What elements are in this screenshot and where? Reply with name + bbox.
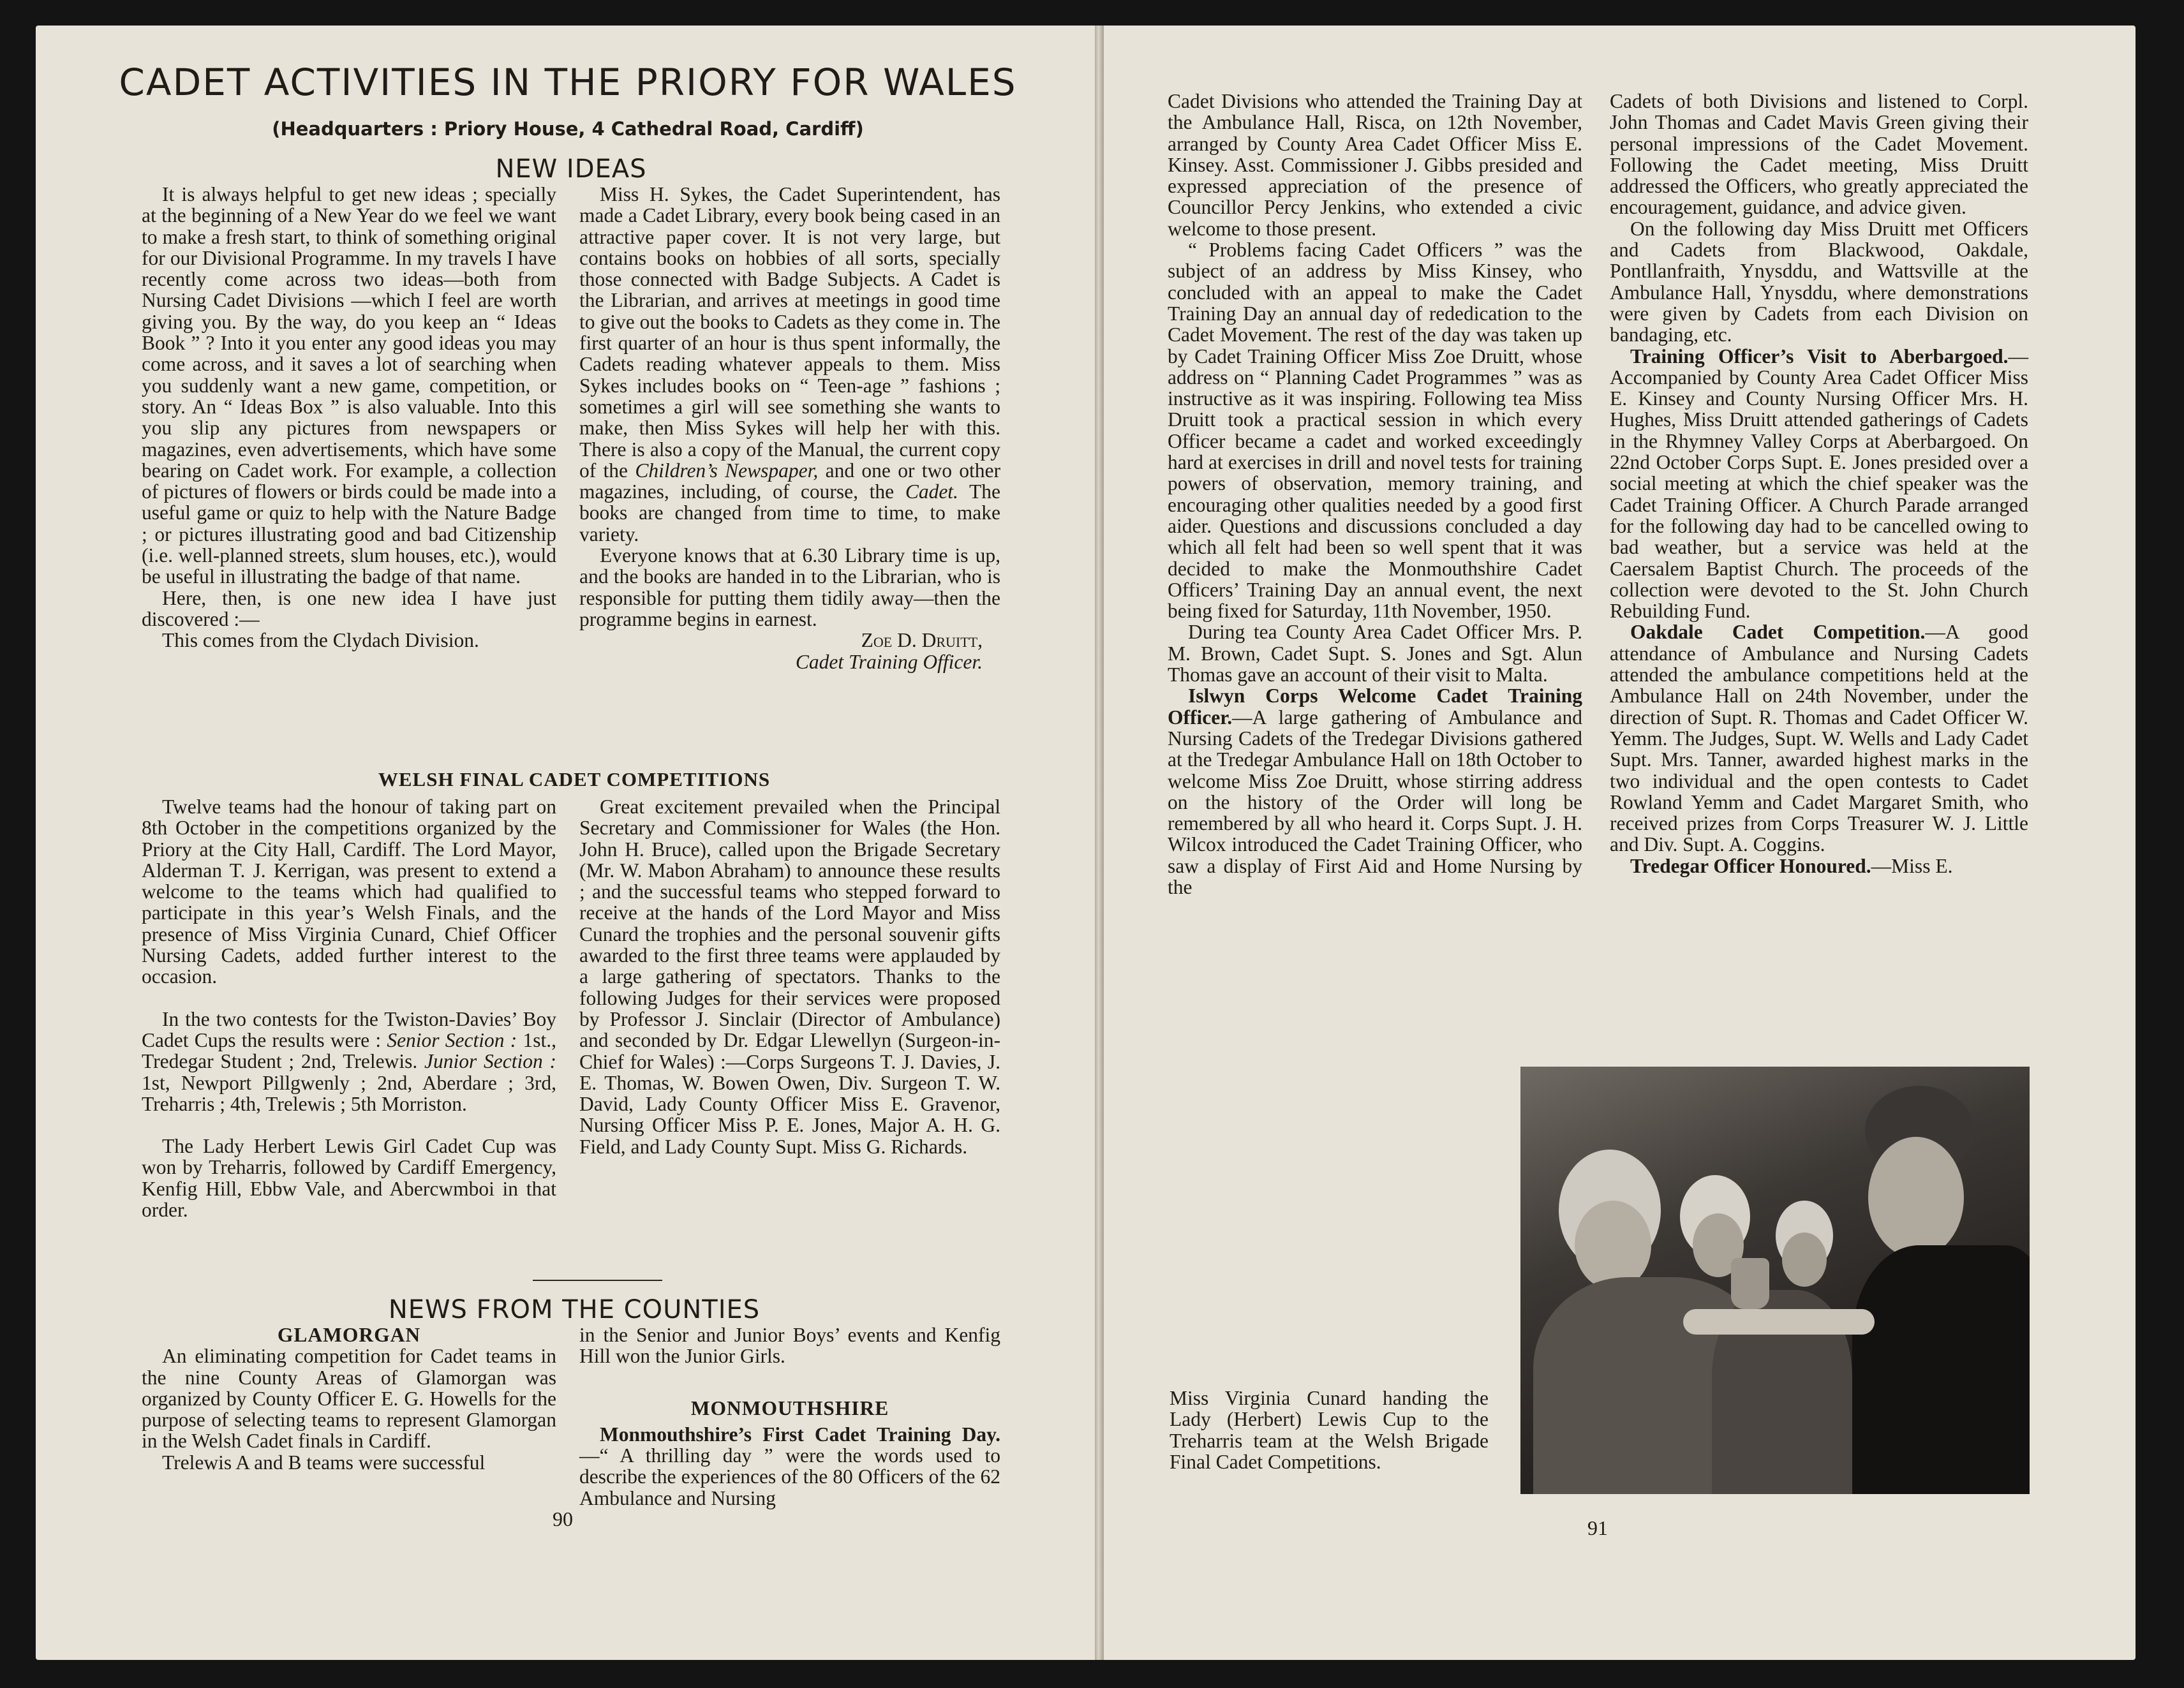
page-title: CADET ACTIVITIES IN THE PRIORY FOR WALES (119, 61, 1017, 104)
glamorgan-heading: GLAMORGAN (277, 1324, 421, 1346)
page-gutter (1095, 26, 1104, 1660)
library-paragraph: Everyone knows that at 6.30 Library time is up, and the books are handed in to the Librarian, who is responsible for putting them tidily away—then the programme begins in earnest. (579, 544, 1000, 630)
new-ideas-paragraph: It is always helpful to get new ideas ; specially at the beginning of a New Year do we feel we want to make a fresh start, to think of something original for our Divisional Programme. In my travels I have recently come across two ideas—both from Nursing Cadet Divisions —which I feel are worth giving you. By the way, do you keep an “ Ideas Book ” ? Into it you enter any good ideas you may come across, and it saves a lot of searching when you suddenly want a new game, competition, or story. An “ Ideas Box ” is also valuable. Into this you slip any pictures from newspapers or magazines, even advertisements, which have some bearing on Cadet work. For example, a collection of pictures of flowers or birds could be made into a useful game or quiz to help with the Nature Badge ; or pictures illustrating good and bad Citizenship (i.e. well-planned streets, slum houses, etc.), would be useful in illustrating the badge of that name. (142, 183, 556, 588)
monmouthshire-paragraph: Monmouthshire’s First Cadet Training Day.—“ A thrilling day ” were the words used to describe the experiences of the 80 Officers of the 62 Ambulance and Nursing (579, 1423, 1000, 1509)
counties-heading: NEWS FROM THE COUNTIES (388, 1295, 761, 1324)
page-number-left: 90 (553, 1507, 573, 1530)
right-column-2 (1610, 91, 2028, 877)
officer-uniform-shape (1852, 1245, 2030, 1494)
welsh-final-paragraph: Great excitement prevailed when the Principal Secretary and Commissioner for Wales (the Hon. John H. Bruce), called upon the Brigade Secretary (Mr. W. Mabon Abraham) to announce these results ; and the successful teams who stepped forward to receive at the hands of the Lord Mayor and Miss Cunard the trophies and the personal souvenir gifts awarded to the first three teams were applauded by a large gathering of spectators. Thanks to the following Judges for their services were proposed by Professor J. Sinclair (Director of Ambulance) and seconded by Dr. Edgar Llewellyn (Surgeon-in-Chief for Wales) :—Corps Surgeons T. J. Davies, J. E. Thomas, W. Bowen Owen, Div. Surgeon T. W. David, Lady County Officer Miss E. Gravenor, Nursing Officer Miss P. E. Jones, Major A. H. G. Field, and Lady County Supt. Miss G. Richards. (579, 796, 1000, 1158)
signature-name: Zoe D. Druitt, (861, 629, 983, 652)
right-column-1 (1168, 91, 1582, 898)
training-day-paragraph: Cadet Divisions who attended the Training Day at the Ambulance Hall, Risca, on 12th November, arranged by County Area Cadet Officer Miss E. Kinsey. Asst. Commissioner J. Gibbs presided and expressed appreciation of the presence of Councillor Percy Jenkins, who extended a civic welcome to those present. (1168, 90, 1582, 240)
welsh-final-paragraph: Twelve teams had the honour of taking part on 8th October in the competitions organized by the Priory at the City Hall, Cardiff. The Lord Mayor, Alderman T. J. Kerrigan, was present to extend a welcome to the teams which had qualified to participate in this year’s Welsh Finals, and the presence of Miss Virginia Cunard, Chief Officer Nursing Cadets, added further interest to the occasion. (142, 796, 556, 988)
cadet-face-shape (1782, 1233, 1827, 1287)
welsh-final-column-2 (579, 796, 1000, 1157)
new-ideas-column-1 (142, 184, 556, 651)
welsh-final-heading: WELSH FINAL CADET COMPETITIONS (378, 768, 771, 790)
tredegar-paragraph: Tredegar Officer Honoured.—Miss E. (1630, 854, 1953, 877)
new-ideas-heading: NEW IDEAS (495, 154, 647, 184)
glamorgan-paragraph: An eliminating competition for Cadet teams in the nine County Areas of Glamorgan was organized by County Officer E. G. Howells for the purpose of selecting teams to represent Glamorgan in the Welsh Cadet finals in Cardiff. (142, 1345, 556, 1453)
new-ideas-paragraph: Here, then, is one new idea I have just discovered :— (142, 586, 556, 630)
cadet-face-shape (1575, 1201, 1651, 1290)
monmouthshire-heading: MONMOUTHSHIRE (690, 1396, 889, 1419)
results-paragraph: In the two contests for the Twiston-Davies’ Boy Cadet Cups the results were : Senior Section : 1st., Tredegar Student ; 2nd, Trelewis. Junior Section : 1st, Newport Pillgwenly ; 2nd, Aberdare ; 3rd, Treharris ; 4th, Trelewis ; 5th Morriston. (142, 1007, 557, 1115)
oakdale-paragraph: Oakdale Cadet Competition.—A good attendance of Ambulance and Nursing Cadets attended the ambulance competitions held at the Ambulance Hall on 24th November, under the direction of Supt. R. Thomas and Cadet Officer W. Yemm. The Judges, Supt. W. Wells and Lady Cadet Supt. Mrs. Tanner, awarded highest marks in the two individual and the open contests to Cadet Rowland Yemm and Cadet Margaret Smith, who received prizes from Corps Treasurer W. J. Little and Div. Supt. A. Coggins. (1610, 621, 2029, 856)
new-ideas-column-2 (579, 184, 1000, 672)
page-number-right: 91 (1587, 1516, 1608, 1539)
cadet-cup-photo (1520, 1067, 2030, 1494)
photo-caption: Miss Virginia Cunard handing the Lady (Herbert) Lewis Cup to the Treharris team at the Welsh Brigade Final Cadet Competitions. (1170, 1387, 1489, 1473)
glamorgan-continuation: in the Senior and Junior Boys’ events and Kenfig Hill won the Junior Girls. (579, 1324, 1000, 1368)
cup-trophy-icon (1731, 1258, 1769, 1309)
hands-shape (1683, 1309, 1875, 1335)
new-ideas-paragraph: This comes from the Clydach Division. (162, 629, 479, 652)
officer-face-shape (1868, 1137, 1964, 1258)
welsh-final-paragraph: The Lady Herbert Lewis Girl Cadet Cup was won by Treharris, followed by Cardiff Emergency, Kenfig Hill, Ebbw Vale, and Abercwmboi in that order. (142, 1135, 556, 1222)
library-paragraph: Miss H. Sykes, the Cadet Superintendent, has made a Cadet Library, every book being cased in an attractive paper cover. It is not very large, but contains books on hobbies of all sorts, specially those connected with Badge Subjects. A Cadet is the Librarian, and arrives at meetings in good time to give out the books to Cadets as they come in. The first quarter of an hour is thus spent informally, the Cadets reading whatever appeals to them. Miss Sykes includes books on “ Teen-age ” fashions ; sometimes a girl will see something she wants to make, then Miss Sykes will help her with this. There is also a copy of the Manual, the current copy of the Children’s Newspaper, and one or two other magazines, including, of course, the Cadet. The books are changed from time to time, to make variety. (579, 183, 1001, 545)
glamorgan-paragraph: Trelewis A and B teams were successful (162, 1451, 486, 1474)
section-divider (533, 1280, 662, 1281)
glamorgan-column (142, 1324, 556, 1473)
islwyn-continuation: Cadets of both Divisions and listened to Corpl. John Thomas and Cadet Mavis Green giving their personal impressions of the Cadet Movement. Following the Cadet meeting, Miss Druitt addressed the Officers, who greatly appreciated the encouragement, guidance, and advice given. (1610, 90, 2028, 219)
visit-paragraph: On the following day Miss Druitt met Officers and Cadets from Blackwood, Oakdale, Pontllanfraith, Ynysddu, and Wattsville at the Ambulance Hall, Ynysddu, where demonstrations were given by Cadets from each Division on bandaging, etc. (1610, 217, 2028, 346)
training-day-paragraph: During tea County Area Cadet Officer Mrs. P. M. Brown, Cadet Supt. S. Jones and Sgt. Alun Thomas gave an account of their visit to Malta. (1168, 621, 1582, 686)
training-day-paragraph: “ Problems facing Cadet Officers ” was the subject of an address by Miss Kinsey, who concluded with an appeal to make the Cadet Training Day an annual day of rededication to the Cadet Movement. The rest of the day was taken up by Cadet Training Officer Miss Zoe Druitt, whose address on “ Planning Cadet Programmes ” was as instructive as it was inspiring. Following tea Miss Druitt took a practical session in which every Officer became a cadet and worked exceedingly hard at exercises in drill and novel tests for training powers of observation, memory training, and encouraging other qualities needed by a good first aider. Questions and discussions concluded a day which all felt had been so well spent that it was decided to make the Monmouthshire Cadet Officers’ Training Day an annual event, the next being fixed for Saturday, 11th November, 1950. (1168, 239, 1582, 623)
signature-title: Cadet Training Officer. (795, 650, 983, 673)
page-subtitle: (Headquarters : Priory House, 4 Cathedral Road, Cardiff) (272, 118, 864, 140)
aberbargoed-paragraph: Training Officer’s Visit to Aberbargoed.—Accompanied by County Area Cadet Officer Miss E. Kinsey and County Nursing Officer Mrs. H. Hughes, Miss Druitt attended gatherings of Cadets in the Rhymney Valley Corps at Aberbargoed. On 22nd October Corps Supt. E. Jones presided over a social meeting at which the chief speaker was the Cadet Training Officer. A Church Parade arranged for the following day had to be cancelled owing to bad weather, but a service was held at the Caersalem Baptist Church. The proceeds of the collection were devoted to the St. John Church Rebuilding Fund. (1610, 344, 2028, 623)
welsh-final-column-1 (142, 796, 556, 1220)
islwyn-paragraph: Islwyn Corps Welcome Cadet Training Officer.—A large gathering of Ambulance and Nursing Cadets of the Tredegar Divisions gathered at the Tredegar Ambulance Hall on 18th October to welcome Miss Zoe Druitt, whose stirring address on the history of the Order will long be remembered by all who heard it. Corps Supt. J. H. Wilcox introduced the Cadet Training Officer, who saw a display of First Aid and Home Nursing by the (1168, 685, 1582, 898)
monmouthshire-column (579, 1324, 1000, 1509)
